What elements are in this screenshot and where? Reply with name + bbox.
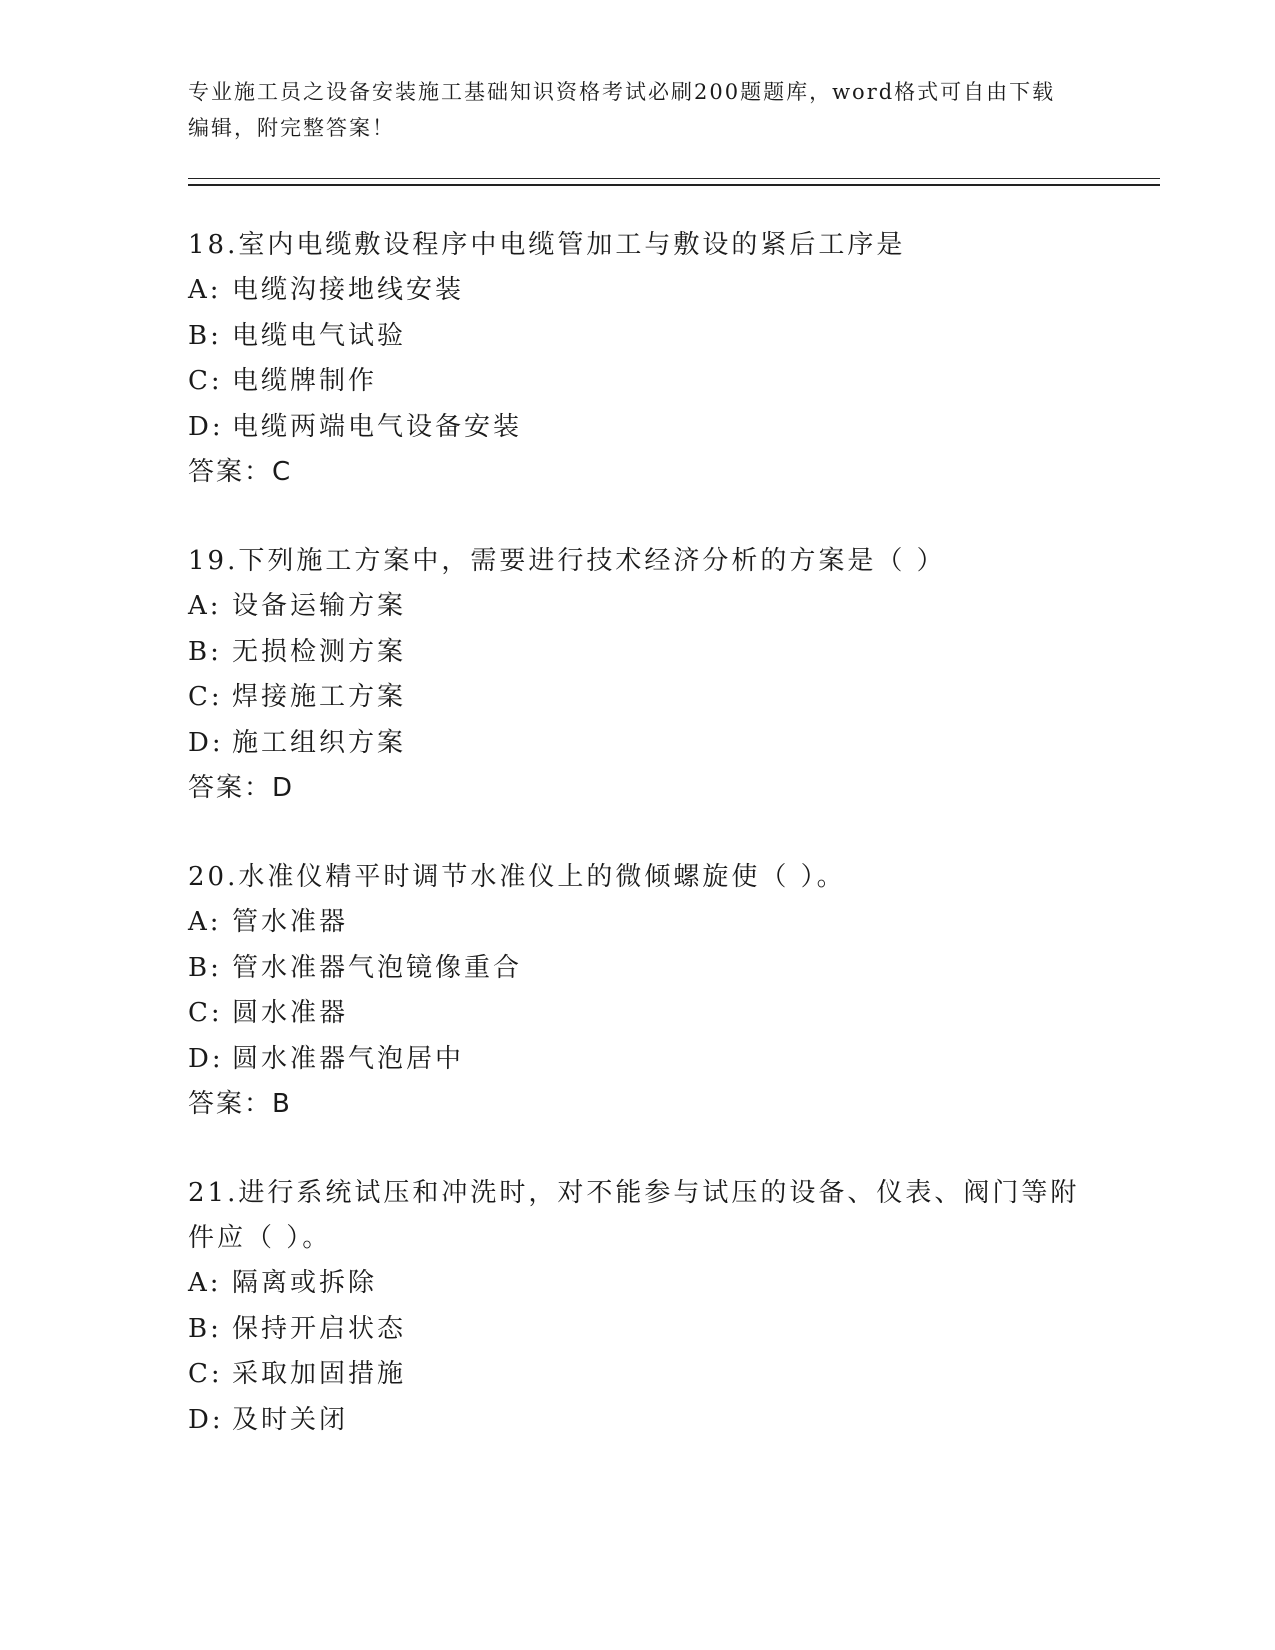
option-b [188, 314, 1088, 360]
option-text: 设备运输方案 [232, 591, 407, 621]
document-header-title: 专业施工员之设备安装施工基础知识资格考试必刷200题题库，word格式可自由下载编辑，附完整答案！ [188, 80, 1056, 140]
option-text: 圆水准器气泡居中 [232, 1043, 465, 1074]
option-letter: C: [188, 998, 223, 1028]
option-d [188, 1037, 1088, 1083]
option-b [188, 630, 1088, 676]
option-text: 电缆沟接地线安装 [232, 275, 465, 305]
question-stem: 18.室内电缆敷设程序中电缆管加工与敷设的紧后工序是 [188, 230, 906, 260]
option-text: 电缆两端电气设备安装 [232, 411, 523, 442]
option-text: 采取加固措施 [232, 1359, 407, 1389]
option-letter: B: [188, 636, 222, 667]
question-21 [188, 1171, 1088, 1443]
option-letter: C: [188, 1359, 223, 1389]
option-letter: C: [188, 682, 223, 712]
option-letter: D: [188, 727, 224, 758]
option-text: 及时关闭 [232, 1404, 349, 1435]
option-letter: A: [188, 275, 222, 305]
option-text: 电缆牌制作 [232, 366, 378, 396]
question-18 [188, 223, 1088, 495]
question-stem: 21.进行系统试压和冲洗时，对不能参与试压的设备、仪表、阀门等附件应（ ）。 [188, 1178, 1080, 1253]
option-b [188, 946, 1088, 992]
option-a [188, 1261, 1088, 1307]
option-letter: A: [188, 907, 222, 937]
option-text: 施工组织方案 [232, 727, 407, 758]
option-text: 圆水准器 [232, 998, 349, 1028]
option-letter: B: [188, 1313, 222, 1344]
option-letter: D: [188, 411, 224, 442]
header-divider [188, 178, 1160, 186]
option-c [188, 991, 1088, 1037]
option-b [188, 1307, 1088, 1353]
question-19 [188, 539, 1088, 811]
question-20 [188, 855, 1088, 1127]
option-text: 焊接施工方案 [232, 682, 407, 712]
option-d [188, 1398, 1088, 1444]
question-stem: 19.下列施工方案中，需要进行技术经济分析的方案是（ ） [188, 546, 946, 576]
answer-line: 答案：B [188, 1089, 292, 1119]
answer-line: 答案：C [188, 457, 293, 487]
option-letter: C: [188, 366, 223, 396]
option-a [188, 268, 1088, 314]
option-a [188, 900, 1088, 946]
option-d [188, 405, 1088, 451]
option-text: 电缆电气试验 [232, 320, 407, 351]
option-text: 保持开启状态 [232, 1313, 407, 1344]
option-c [188, 675, 1088, 721]
option-text: 管水准器气泡镜像重合 [232, 952, 523, 983]
option-c [188, 1352, 1088, 1398]
option-text: 无损检测方案 [232, 636, 407, 667]
option-text: 管水准器 [232, 907, 349, 937]
option-text: 隔离或拆除 [232, 1268, 378, 1298]
option-letter: D: [188, 1404, 224, 1435]
option-letter: A: [188, 591, 222, 621]
option-letter: B: [188, 952, 222, 983]
option-a [188, 584, 1088, 630]
option-letter: B: [188, 320, 222, 351]
question-stem: 20.水准仪精平时调节水准仪上的微倾螺旋使（ ）。 [188, 862, 846, 892]
option-d [188, 721, 1088, 767]
option-letter: D: [188, 1043, 224, 1074]
answer-line: 答案：D [188, 773, 295, 803]
option-c [188, 359, 1088, 405]
option-letter: A: [188, 1268, 222, 1298]
